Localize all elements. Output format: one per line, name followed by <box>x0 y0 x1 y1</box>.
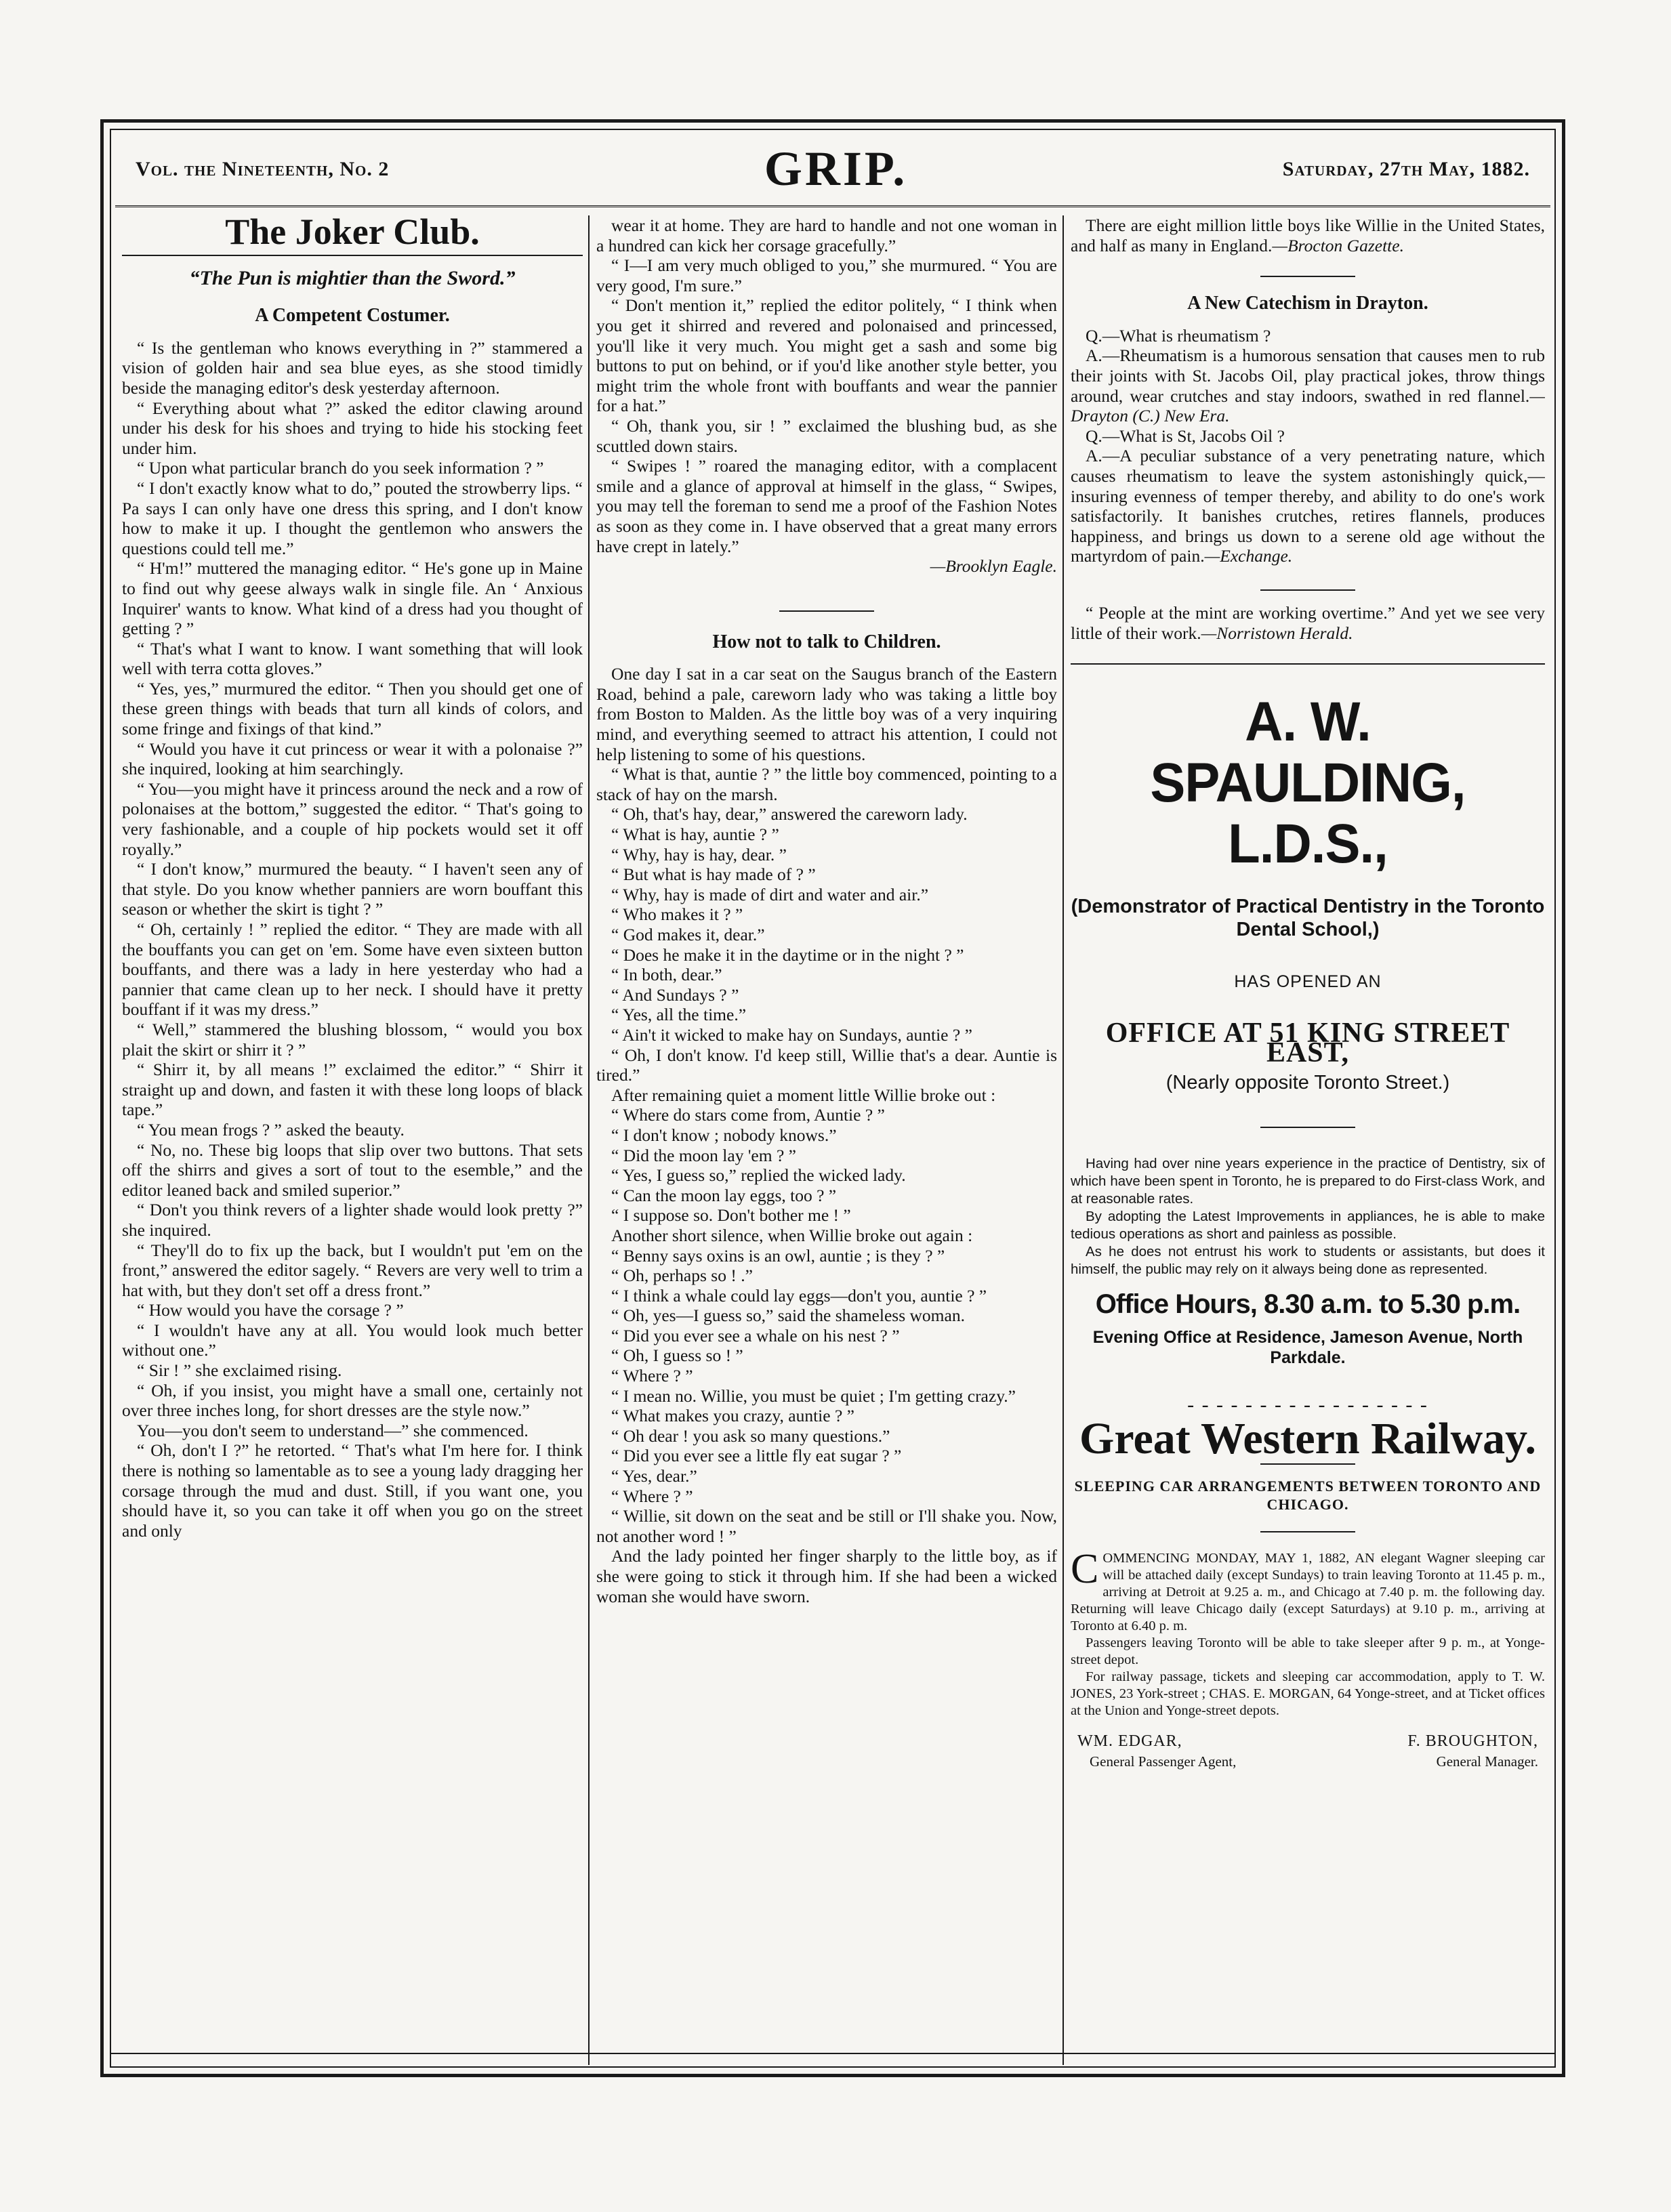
paragraph: “ You mean frogs ? ” asked the beauty. <box>137 1119 405 1140</box>
paragraph: “ Oh, if you insist, you might have a small one, certainly not over three inches long, for short dresses are the style now.” <box>122 1380 583 1421</box>
catechism-source-drayton: —Drayton (C.) New Era. <box>1071 385 1545 426</box>
dentist-name: A. W. SPAULDING, L.D.S., <box>1150 691 1466 875</box>
paragraph: “ Upon what particular branch do you seek information ? ” <box>137 458 544 478</box>
catechism-q2: Q.—What is St, Jacobs Oil ? <box>1086 425 1285 446</box>
article-body-children <box>596 664 1057 1606</box>
paragraph: “ Everything about what ?” asked the editor clawing around under his desk for his shoes and trying to hide his stocking feet under him. <box>122 398 583 458</box>
paragraph: One day I sat in a car seat on the Saugus branch of the Eastern Road, behind a pale, careworn lady who was taking a little boy from Boston to Malden. As the little boy was of a very inquiring mind, and everything seemed to attract his attention, I could not help listening to some of his questions. <box>596 664 1057 764</box>
joker-club-title: The Joker Club. <box>225 215 480 252</box>
paragraph: “ No, no. These big loops that slip over two buttons. That sets off the shirrs and gives a sort of tout to the esemble,” and the editor leaned back and smiled superior.” <box>122 1140 583 1200</box>
ad-body-personal: As he does not entrust his work to students or assistants, but does it himself, the public may rely on it always being done as represented. <box>1071 1244 1545 1278</box>
paragraph: “ Shirr it, by all means !” exclaimed the editor.” “ Shirr it straight up and down, and fasten it with these long loops of black tape.” <box>122 1060 583 1120</box>
paragraph: “ Oh, yes—I guess so,” said the shameless woman. <box>611 1306 965 1326</box>
divider <box>122 255 583 256</box>
paragraph: “ Oh, I guess so ! ” <box>611 1345 743 1366</box>
paragraph: “ Well,” stammered the blushing blossom, “ would you box plait the skirt or shirr it ? ” <box>122 1019 583 1060</box>
paragraph: “ What is hay, auntie ? ” <box>611 825 779 845</box>
paragraph: “ I don't know ; nobody knows.” <box>611 1125 837 1145</box>
paragraph: “ I wouldn't have any at all. You would look much better without one.” <box>122 1320 583 1360</box>
paragraph: “ I mean no. Willie, you must be quiet ; I'm getting crazy.” <box>611 1385 1016 1406</box>
bottom-rule <box>110 2053 1556 2056</box>
column-divider-2 <box>1063 215 1064 2065</box>
paragraph: “ Don't you think revers of a lighter shade would look pretty ?” she inquired. <box>122 1200 583 1240</box>
paragraph: “ Where ? ” <box>611 1366 693 1386</box>
column-3 <box>1071 215 1545 2065</box>
signature-edgar-title: General Passenger Agent, <box>1090 1753 1237 1770</box>
paragraph: “ Benny says oxins is an owl, auntie ; is they ? ” <box>611 1245 945 1266</box>
office-location: (Nearly opposite Toronto Street.) <box>1165 1071 1450 1093</box>
paragraph: “ Yes, I guess so,” replied the wicked lady. <box>611 1165 906 1186</box>
paragraph: “ Did the moon lay 'em ? ” <box>611 1145 796 1165</box>
paragraph: “ Why, hay is hay, dear. ” <box>611 844 787 864</box>
paragraph: “ How would you have the corsage ? ” <box>137 1300 404 1320</box>
club-motto: “The Pun is mightier than the Sword.” <box>189 266 516 289</box>
railway-subtitle: SLEEPING CAR ARRANGEMENTS BETWEEN TORONTO AND CHICAGO. <box>1074 1478 1542 1514</box>
dashed-divider: - - - - - - - - - - - - - - - - - <box>1187 1394 1428 1417</box>
paragraph: “ Did you ever see a little fly eat sugar ? ” <box>611 1446 902 1466</box>
paragraph: “ Yes, all the time.” <box>611 1005 747 1025</box>
catechism-title: A New Catechism in Drayton. <box>1187 293 1428 314</box>
divider <box>1260 589 1355 591</box>
paragraph: “ What makes you crazy, auntie ? ” <box>611 1406 854 1426</box>
paragraph: “ Oh, perhaps so ! .” <box>611 1266 753 1286</box>
paragraph: “ Willie, sit down on the seat and be still or I'll shake you. Now, not another word ! ” <box>596 1506 1057 1546</box>
article-body-costumer <box>122 338 583 1541</box>
paragraph: “ Oh, certainly ! ” replied the editor. “ They are made with all the bouffants you can get on 'em. Some have even sixteen button bouffants, and there was a lady in here yesterday who had a pannier that came clean up to her neck. I should have it pretty bouffant if it was my dress.” <box>122 919 583 1020</box>
paragraph: “ Why, hay is made of dirt and water and air.” <box>611 884 929 904</box>
willie-source: —Brocton Gazette. <box>1272 235 1404 255</box>
paragraph: “ I don't exactly know what to do,” pouted the strowberry lips. “ Pa says I can only have one dress this spring, and I don't know how to make it up. I thought the gentlemon who answers the questions could tell me.” <box>122 478 583 558</box>
newspaper-title: GRIP. <box>764 142 908 196</box>
article-title-costumer: A Competent Costumer. <box>255 305 450 327</box>
catechism-source-exchange: —Exchange. <box>1204 546 1293 566</box>
railway-tickets: For railway passage, tickets and sleeping car accommodation, apply to T. W. JONES, 23 York-street ; CHAS. E. MORGAN, 64 Yonge-street, and at Ticket offices at the Union and Yonge-street depots. <box>1071 1669 1545 1719</box>
article-body-costumer-continued <box>596 215 1057 556</box>
paragraph: “ Oh dear ! you ask so many questions.” <box>611 1425 890 1446</box>
railway-lead <box>1071 1546 1545 1635</box>
paragraph: “ Oh, that's hay, dear,” answered the careworn lady. <box>611 804 968 825</box>
source-brooklyn-eagle <box>596 556 1057 577</box>
masthead <box>115 133 1550 207</box>
signature-edgar: WM. EDGAR, <box>1077 1732 1182 1751</box>
paragraph: “ I suppose so. Don't bother me ! ” <box>611 1205 851 1226</box>
mint-text: “ People at the mint are working overtime.” And yet we see very little of their work. <box>1071 602 1545 643</box>
divider <box>1260 1531 1355 1532</box>
paragraph: “ What is that, auntie ? ” the little boy commenced, pointing to a stack of hay on the marsh. <box>596 764 1057 804</box>
evening-office: Evening Office at Residence, Jameson Avenue, North Parkdale. <box>1092 1328 1523 1368</box>
signature-broughton: F. BROUGHTON, <box>1407 1732 1538 1751</box>
paragraph: “ Oh, I don't know. I'd keep still, Willie that's a dear. Auntie is tired.” <box>596 1045 1057 1085</box>
paragraph: “ Where ? ” <box>611 1486 693 1506</box>
catechism-a1 <box>1071 346 1545 425</box>
paragraph: “ Yes, dear.” <box>611 1466 697 1486</box>
mint-source: —Norristown Herald. <box>1201 623 1353 643</box>
paragraph: “ Oh, don't I ?” he retorted. “ That's what I'm here for. I think there is nothing so lamentable as to see a young lady dragging her corsage through the mud and dust. Still, if you want one, you should have it, so you can take it off when you go on the street and only <box>122 1440 583 1541</box>
office-address: OFFICE AT 51 KING STREET EAST, <box>1105 1017 1510 1069</box>
signature-broughton-title: General Manager. <box>1436 1753 1538 1770</box>
column-2 <box>596 215 1057 2065</box>
paragraph: “ I—I am very much obliged to you,” she murmured. “ You are very good, I'm sure.” <box>596 255 1057 295</box>
railway-signatures <box>1071 1732 1545 1772</box>
paragraph: wear it at home. They are hard to handle and not one woman in a hundred can kick her corsage gracefully.” <box>596 215 1057 255</box>
dentist-credentials: (Demonstrator of Practical Dentistry in the Toronto Dental School,) <box>1071 896 1545 941</box>
paragraph: “ Is the gentleman who knows everything in ?” stammered a vision of golden hair and sea blue eyes, as she stood timidly beside the managing editor's desk yesterday afternoon. <box>122 337 583 398</box>
paragraph: “ Who makes it ? ” <box>611 904 743 925</box>
volume-number: Vol. the Nineteenth, No. 2 <box>136 157 390 180</box>
paragraph: “ Ain't it wicked to make hay on Sundays, auntie ? ” <box>611 1024 972 1045</box>
paragraph: You—you don't seem to understand—” she commenced. <box>137 1420 529 1440</box>
paragraph: “ Sir ! ” she exclaimed rising. <box>137 1360 342 1381</box>
paragraph: “ Swipes ! ” roared the managing editor, with a complacent smile and a glance of approval at himself in the glass, “ Swipes, you may tell the foreman to send me a proof of the Fashion Notes as soon as they come in. I have observed that a great many errors have crept in lately.” <box>596 456 1057 556</box>
paragraph: “ But what is hay made of ? ” <box>611 864 816 885</box>
paragraph: “ Does he make it in the daytime or in the night ? ” <box>611 944 964 965</box>
paragraph: “ Where do stars come from, Auntie ? ” <box>611 1105 885 1125</box>
catechism-a2 <box>1071 446 1545 566</box>
issue-date: Saturday, 27th May, 1882. <box>1282 157 1530 180</box>
divider <box>1260 1463 1355 1465</box>
divider <box>1071 663 1545 665</box>
column-1 <box>122 215 583 2065</box>
paragraph: “ Don't mention it,” replied the editor politely, “ I think when you get it shirred and revered and polonaised and princessed, you'll like it very much. You might get a sash and some big buttons to put on behind, or if you'd like another style better, you might trim the whole front with bouffants and wear the pannier for a hat.” <box>596 295 1057 416</box>
has-opened-text: HAS OPENED AN <box>1234 972 1382 992</box>
paragraph: Another short silence, when Willie broke out again : <box>611 1225 973 1245</box>
drop-cap: C <box>1071 1546 1099 1593</box>
paragraph: And the lady pointed her finger sharply to the little boy, as if she were going to stick it through him. If she had been a wicked woman she would have sworn. <box>596 1546 1057 1606</box>
railway-title: Great Western Railway. <box>1079 1413 1536 1463</box>
railway-lead-text: OMMENCING MONDAY, MAY 1, 1882, AN elegant Wagner sleeping car will be attached daily (except Sundays) to train leaving Toronto at 11.45 p. m., arriving at Detroit at 9.25 a. m., and Chicago at 7.40 p. m. the following day. Returning will leave Chicago daily (except Saturdays) at 9.10 p. m., arriving at Toronto at 6.40 p. m. <box>1071 1551 1545 1634</box>
signature-left <box>1077 1732 1236 1772</box>
paragraph: “ Yes, yes,” murmured the editor. “ Then you should get one of these green things with beads that turn all kinds of colors, and some fringe and fixings of that kind.” <box>122 678 583 739</box>
paragraph: “ They'll do to fix up the back, but I wouldn't put 'em on the front,” answered the editor sagely. “ Revers are very well to trim a hat with, but they don't set off a dress front.” <box>122 1240 583 1300</box>
catechism-q1: Q.—What is rheumatism ? <box>1086 325 1271 346</box>
paragraph: “ God makes it, dear.” <box>611 925 765 944</box>
paragraph: “ In both, dear.” <box>611 965 722 985</box>
paragraph: “ And Sundays ? ” <box>611 984 739 1005</box>
catechism-a2-text: A.—A peculiar substance of a very penetrating nature, which causes rheumatism to leave the system astonishingly quick,—insuring evenness of temper thereby, and ability to do one's work satisfactorily. It banishes crutches, retires flannels, produces happiness, and brings us down to a serene old age without the martyrdom of pain. <box>1071 446 1545 566</box>
source-text: —Brooklyn Eagle. <box>930 556 1057 577</box>
ad-body-improvements: By adopting the Latest Improvements in appliances, he is able to make tedious operations as short and painless as possible. <box>1071 1209 1545 1243</box>
paragraph: “ Oh, thank you, sir ! ” exclaimed the blushing bud, as she scuttled down stairs. <box>596 415 1057 456</box>
divider <box>1260 1127 1355 1128</box>
railway-passengers: Passengers leaving Toronto will be able to take sleeper after 9 p. m., at Yonge-street depot. <box>1071 1635 1545 1668</box>
signature-right <box>1407 1732 1538 1772</box>
paragraph: “ Would you have it cut princess or wear it with a polonaise ?” she inquired, looking at him searchingly. <box>122 738 583 779</box>
dentist-advertisement <box>1071 692 1545 1368</box>
article-title-children: How not to talk to Children. <box>712 631 941 652</box>
catechism-a1-text: A.—Rheumatism is a humorous sensation that causes men to rub their joints with St. Jacobs Oil, play practical jokes, throw things around, wear crutches and stay indoors, swathed in red flannel. <box>1071 346 1545 406</box>
paragraph: “ You—you might have it princess around the neck and a row of polonaises at the bottom,” suggested the editor. “ That's going to very fashionable, and a couple of hip pockets would set it off royally.” <box>122 778 583 859</box>
paragraph: “ Can the moon lay eggs, too ? ” <box>611 1185 837 1205</box>
ad-body-experience: Having had over nine years experience in the practice of Dentistry, six of which have been spent in Toronto, he is prepared to do First-class Work, and at reasonable rates. <box>1071 1156 1545 1207</box>
office-hours: Office Hours, 8.30 a.m. to 5.30 p.m. <box>1095 1289 1521 1320</box>
paragraph: “ That's what I want to know. I want something that will look well with terra cotta gloves.” <box>122 638 583 679</box>
railway-advertisement <box>1071 1395 1545 1772</box>
paragraph: After remaining quiet a moment little Willie broke out : <box>611 1085 996 1105</box>
paragraph: “ I think a whale could lay eggs—don't you, auntie ? ” <box>611 1285 987 1306</box>
paragraph: “ H'm!” muttered the managing editor. “ He's gone up in Maine to find out why geese always walk in single file. An ‘ Anxious Inquirer' wants to know. What kind of a dress had you thought of getting ? ” <box>122 558 583 639</box>
column-divider-1 <box>588 215 590 2065</box>
divider <box>1260 276 1355 277</box>
paragraph: “ I don't know,” murmured the beauty. “ I haven't seen any of that style. Do you know whether panniers are worn bouffant this season or whether the skirt is tight ? ” <box>122 859 583 919</box>
willie-note <box>1071 215 1545 255</box>
mint-note <box>1071 603 1545 643</box>
divider <box>779 610 874 612</box>
paragraph: “ Did you ever see a whale on his nest ? ” <box>611 1325 900 1345</box>
willie-text: There are eight million little boys like Willie in the United States, and half as many in England. <box>1071 215 1545 255</box>
